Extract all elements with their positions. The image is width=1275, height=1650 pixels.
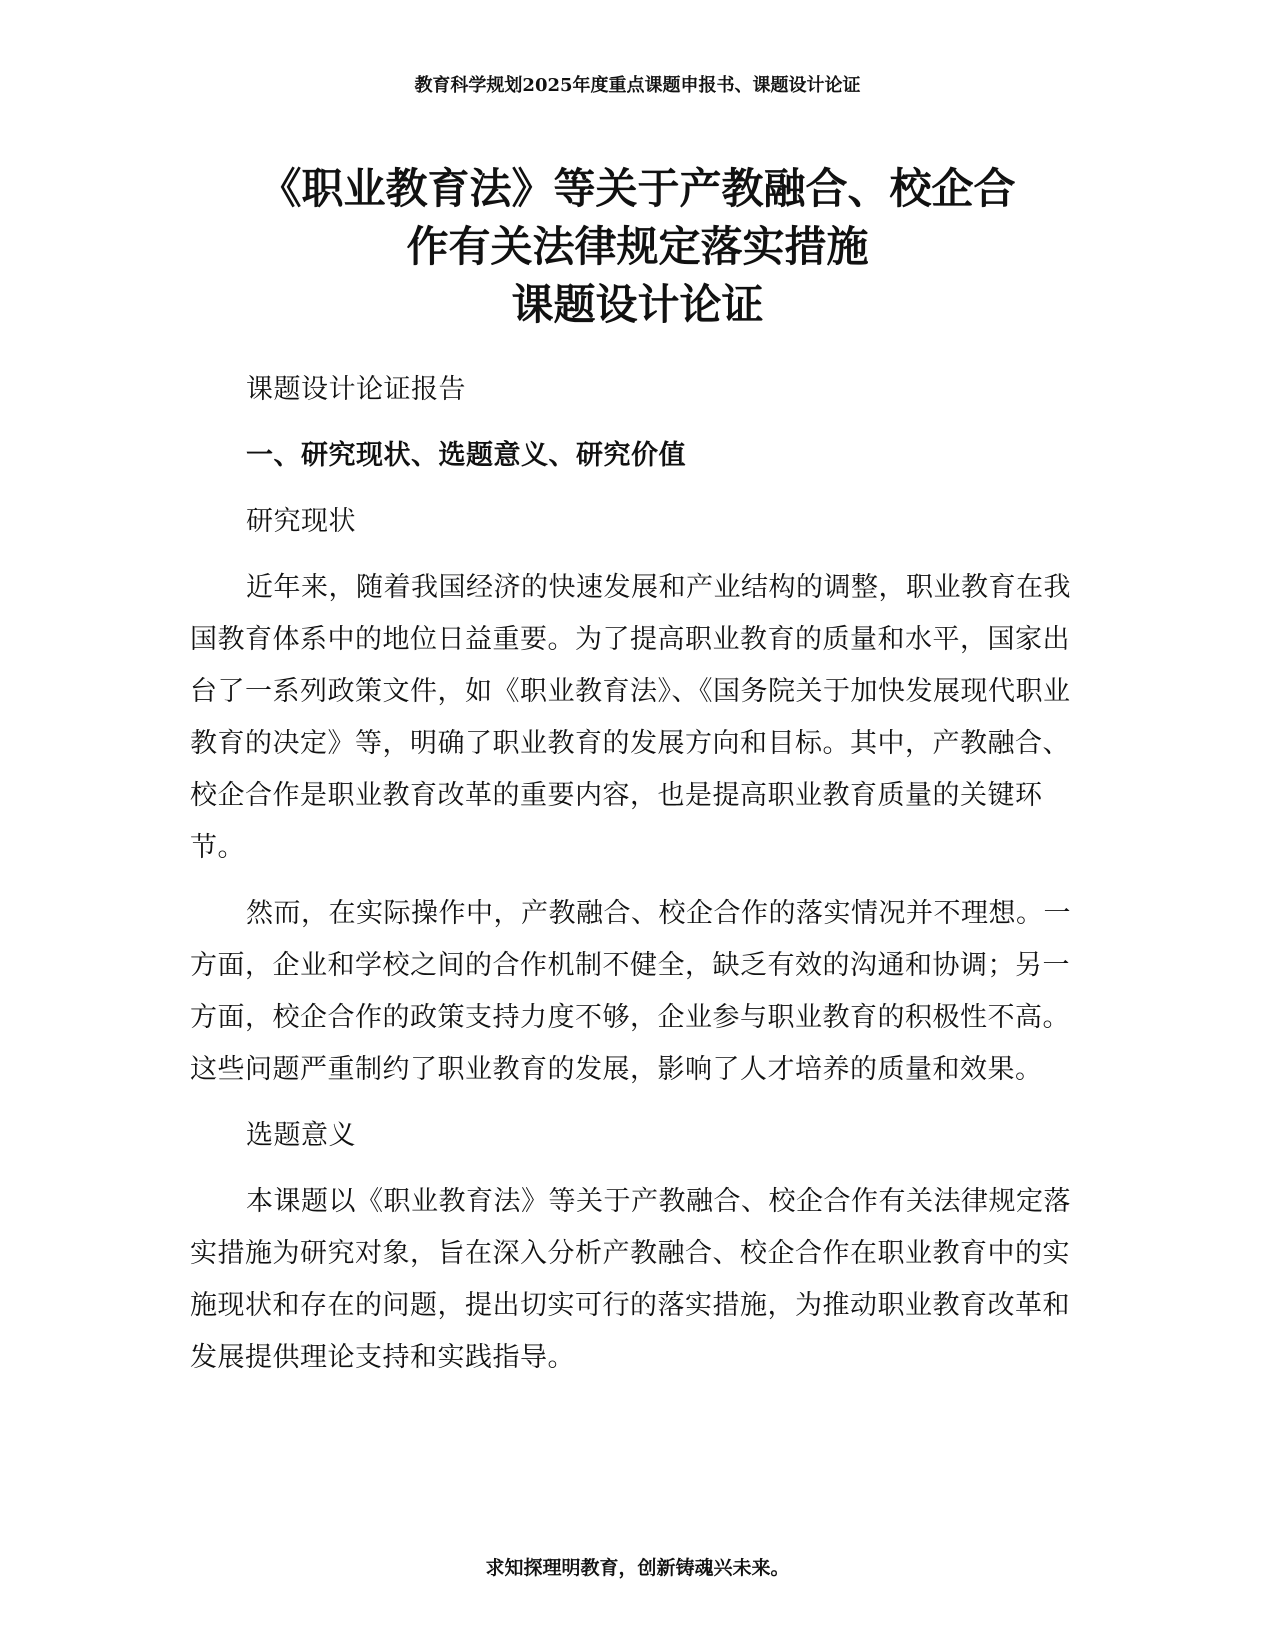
status-label: 研究现状 (246, 506, 356, 537)
page-footer: 求知探理明教育，创新铸魂兴未来。 (485, 1557, 790, 1579)
report-label: 课题设计论证报告 (246, 374, 466, 405)
status-paragraph-1: 近年来，随着我国经济的快速发展和产业结构的调整，职业教育在我国教育体系中的地位日益重要。为了提高职业教育的质量和水平，国家出台了一系列政策文件，如《职业教育法》、《国务院关于加快发展现代职业教育的决定》等，明确了职业教育的发展方向和目标。其中，产教融合、校企合作是职业教育改革的重要内容，也是提高职业教育质量的关键环节。 (190, 572, 1071, 863)
title-line-1: 《职业教育法》等关于产教融合、校企合 (259, 164, 1016, 213)
status-paragraph-2: 然而，在实际操作中，产教融合、校企合作的落实情况并不理想。一方面，企业和学校之间的合作机制不健全，缺乏有效的沟通和协调；另一方面，校企合作的政策支持力度不够，企业参与职业教育的积极性不高。这些问题严重制约了职业教育的发展，影响了人才培养的质量和效果。 (190, 898, 1071, 1085)
significance-label: 选题意义 (246, 1120, 356, 1151)
significance-paragraph: 本课题以《职业教育法》等关于产教融合、校企合作有关法律规定落实措施为研究对象，旨在深入分析产教融合、校企合作在职业教育中的实施现状和存在的问题，提出切实可行的落实措施，为推动职业教育改革和发展提供理论支持和实践指导。 (190, 1186, 1071, 1373)
page-header: 教育科学规划2025年度重点课题申报书、课题设计论证 (414, 75, 861, 96)
title-line-2: 作有关法律规定落实措施 (406, 222, 869, 271)
section-heading: 一、研究现状、选题意义、研究价值 (246, 440, 686, 471)
title-line-3: 课题设计论证 (511, 280, 764, 329)
document-title (150, 160, 1125, 334)
document-body (190, 364, 1088, 1398)
